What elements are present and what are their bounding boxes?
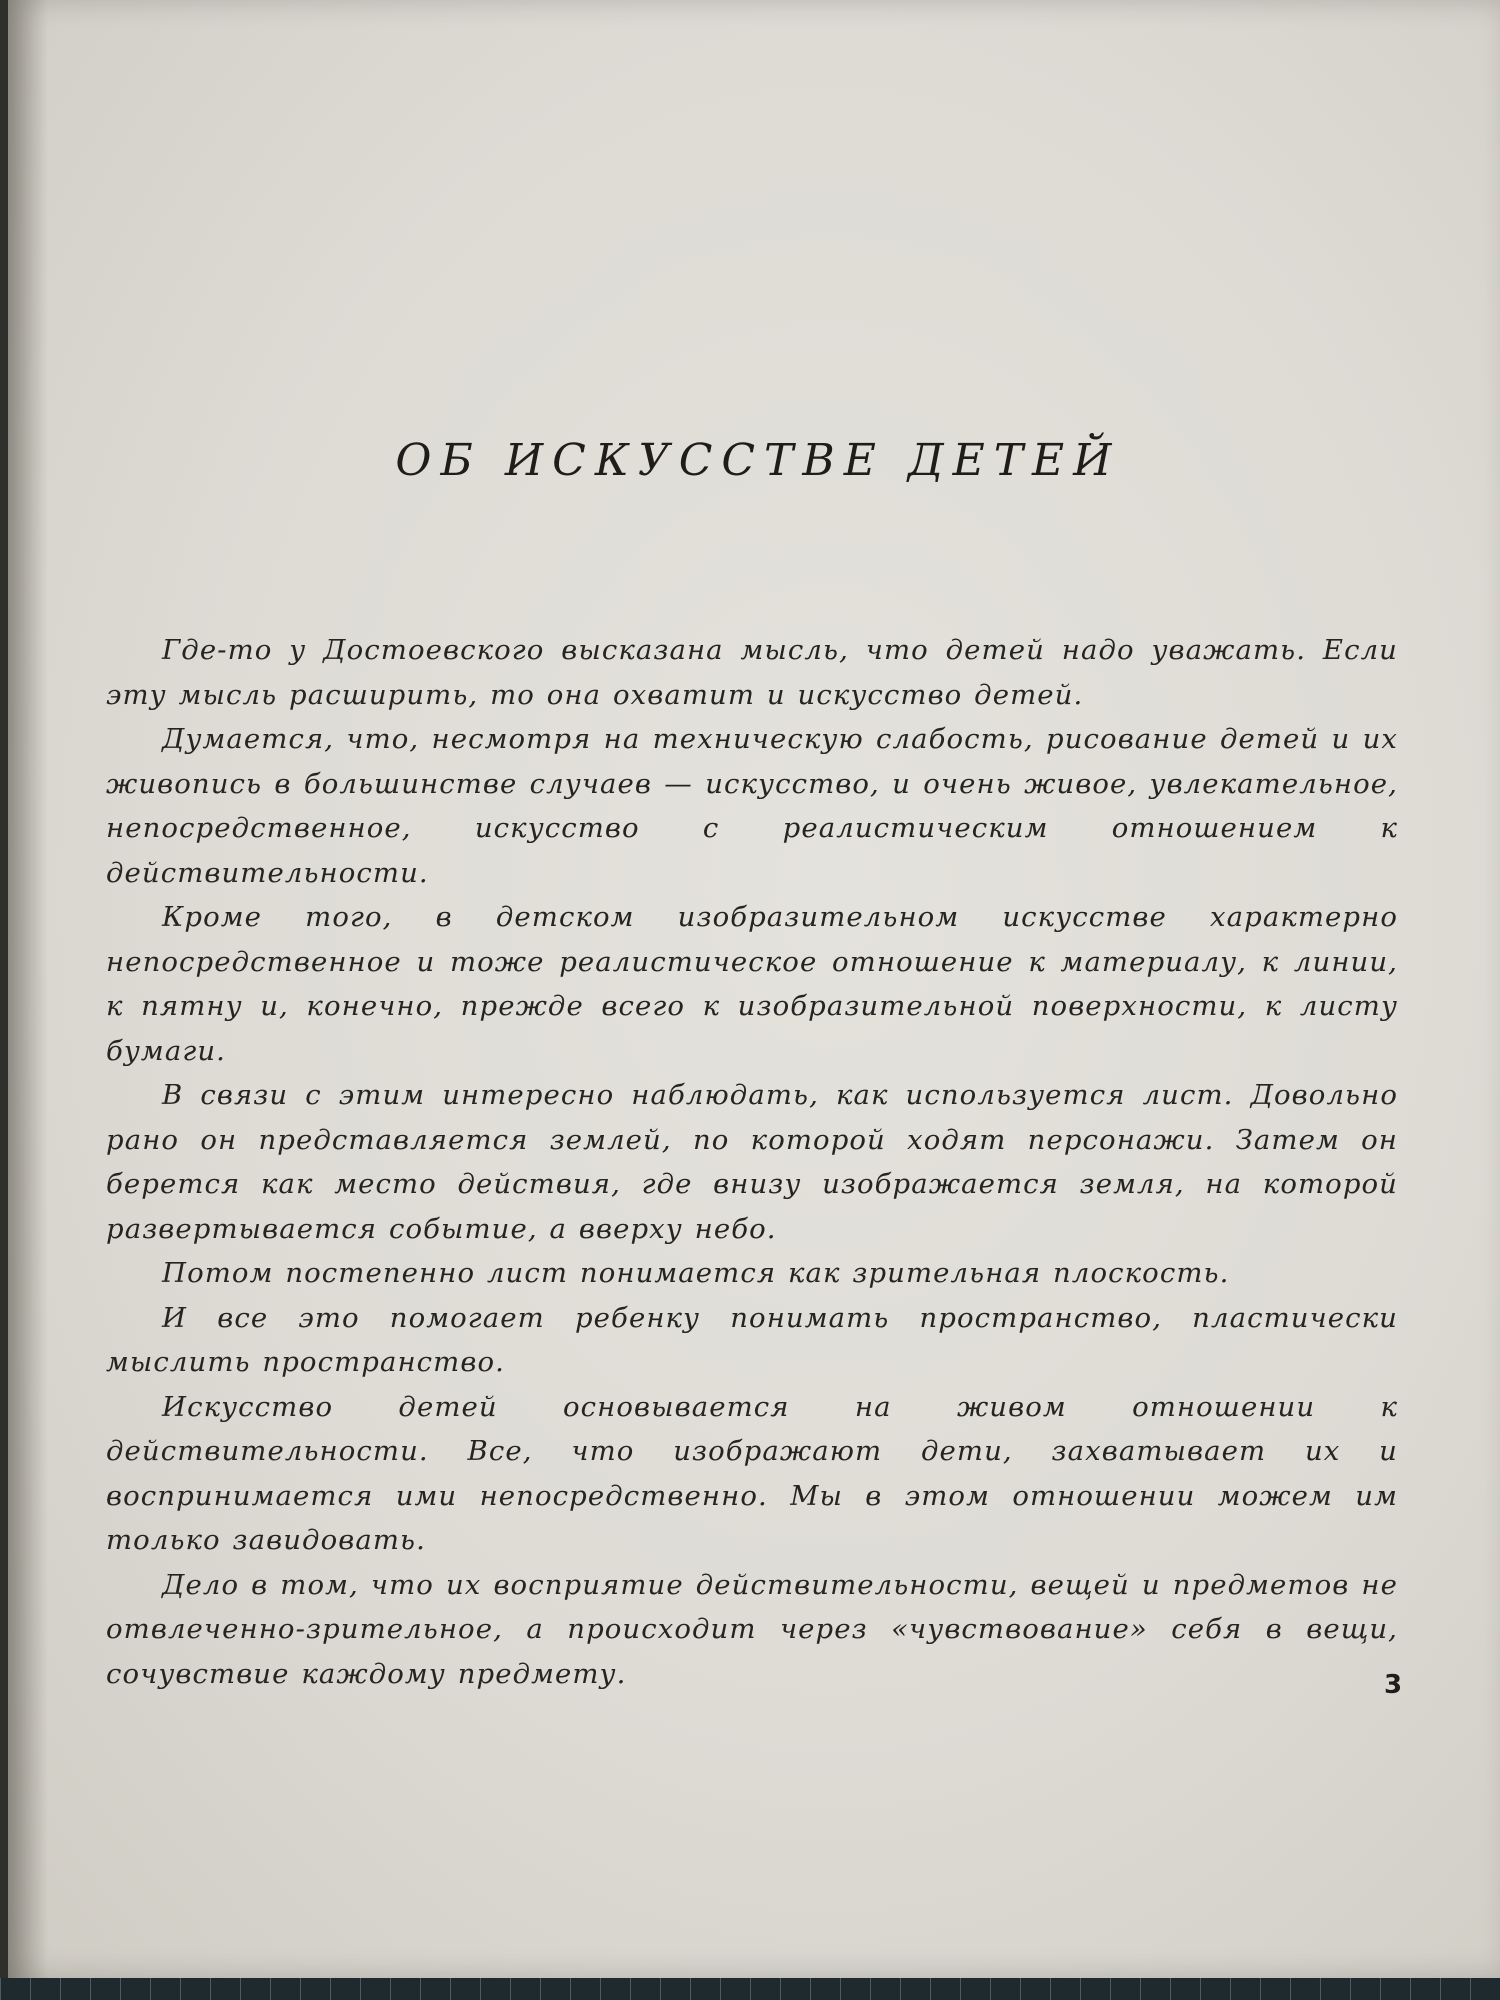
cutting-mat [0,1978,1500,2000]
page-title: ОБ ИСКУССТВЕ ДЕТЕЙ [395,435,1121,486]
paragraph: Потом постепенно лист понимается как зрительная плоскость. [162,1257,1230,1289]
binding-shadow [8,0,48,1978]
paragraph: В связи с этим интересно наблюдать, как используется лист. Довольно рано он представляется землей, по которой ходят персонажи. Затем он берется как место действия, где внизу изображается земля, на которой развертывается событие, а вверху небо. [106,1079,1398,1245]
book-page [8,0,1500,1978]
paragraph: Искусство детей основывается на живом отношении к действительности. Все, что изображают дети, захватывает их и воспринимается ими непосредственно. Мы в этом отношении можем им только завидовать. [106,1390,1398,1556]
paragraph: Дело в том, что их восприятие действительности, вещей и предметов не отвлеченно-зрительное, а происходит через «чувствование» себя в вещи, сочувствие каждому предмету. [106,1568,1398,1690]
paragraph: Кроме того, в детском изобразительном искусстве характерно непосредственное и тоже реалистическое отношение к материалу, к линии, к пятну и, конечно, прежде всего к изобразительной поверхности, к листу бумаги. [106,901,1398,1067]
page-number: 3 [1384,1670,1403,1700]
paragraph: Где-то у Достоевского высказана мысль, что детей надо уважать. Если эту мысль расширить, то она охватит и искусство детей. [106,634,1398,711]
paragraph: Думается, что, несмотря на техническую слабость, рисование детей и их живопись в большинстве случаев — искусство, и очень живое, увлекательное, непосредственное, искусство с реалистическим отношением к действительности. [106,723,1398,889]
body-text [106,628,1398,1696]
paragraph: И все это помогает ребенку понимать пространство, пластически мыслить пространство. [106,1301,1398,1378]
